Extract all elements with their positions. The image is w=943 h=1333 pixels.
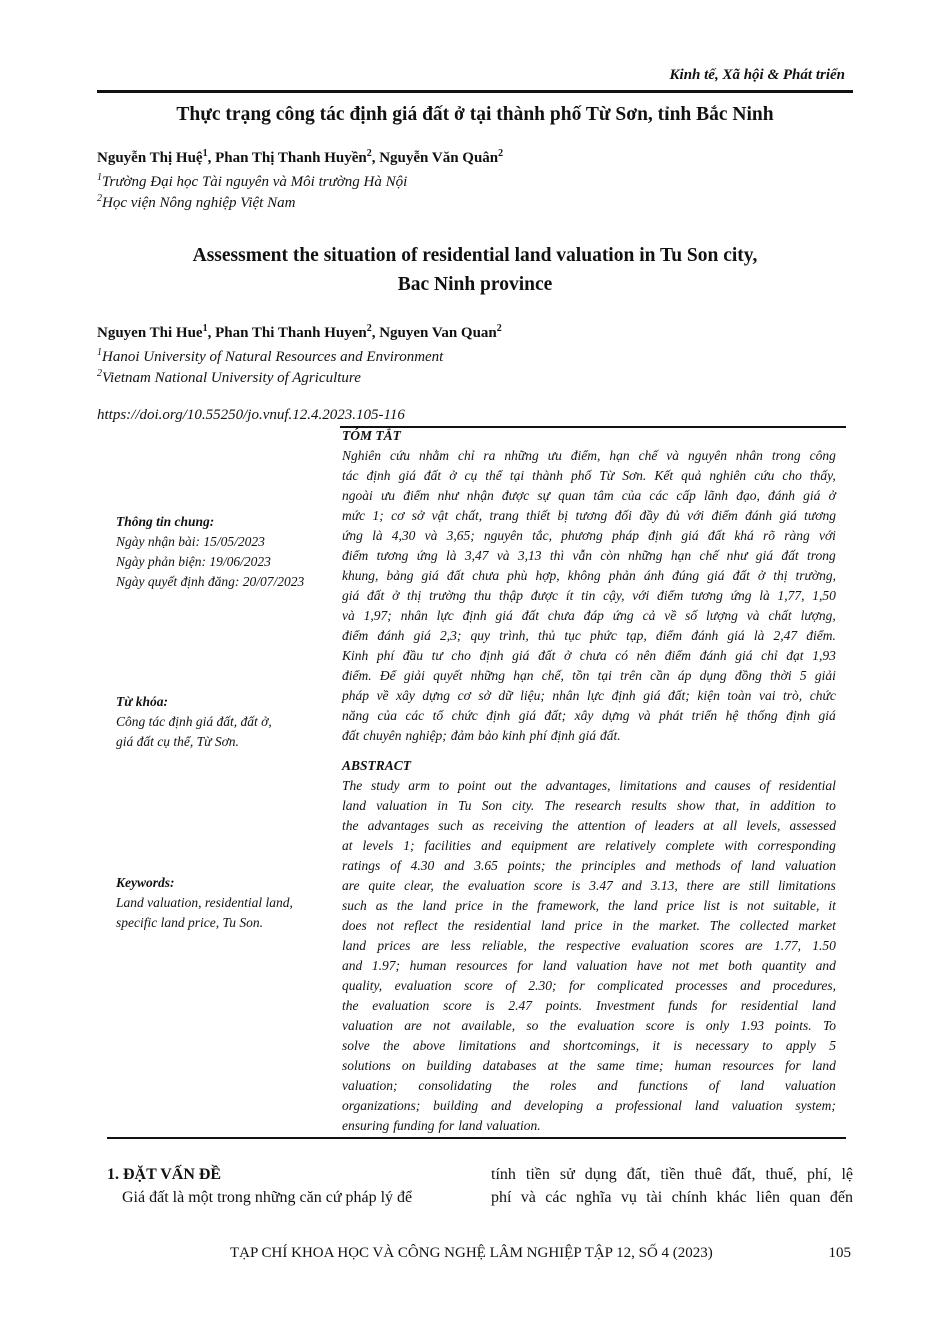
keywords-vi-line: Công tác định giá đất, đất ở, (116, 714, 272, 729)
abstract-line: land prices are less reliable, the respective evaluation scores are 1.77, 1.50 (342, 938, 836, 953)
abstract-line: mức 1; cơ sở vật chất, trang thiết bị tương đối đầy đủ với điểm đánh giá tương (342, 508, 836, 523)
author-name: Nguyen Thi Hue (97, 325, 203, 341)
keywords-en-heading: Keywords: (116, 875, 175, 890)
abstract-line: such as the land price in the framework, the land price list is not suitable, it (342, 898, 836, 913)
abstract-line: Kinh phí đầu tư cho định giá đất ở chưa có nên điểm đánh giá chỉ đạt 1,93 (342, 648, 836, 663)
keywords-en-line: specific land price, Tu Son. (116, 915, 263, 930)
title-en-line1: Assessment the situation of residential land valuation in Tu Son city, (192, 245, 758, 266)
abstract-line: và 1,97; nhân lực định giá đất chưa đáp ứng cả về số lượng và chất lượng, (342, 608, 836, 623)
abstract-line: giá đất ở thị trường thu thập được ít tin cậy, với điểm tương ứng là 1,77, 1,50 (342, 588, 836, 603)
abstract-line: khung, bảng giá đất chưa phù hợp, không phản ánh đúng giá đất ở thị trường, (342, 568, 836, 583)
abstract-line: and 1.97; human resources for land valuation have not met both quantity and (342, 958, 836, 973)
abstract-line: Nghiên cứu nhằm chỉ ra những ưu điểm, hạn chế và nguyên nhân trong công (342, 448, 836, 463)
reviewed-date: Ngày phản biện: 19/06/2023 (116, 554, 271, 569)
keywords-en (116, 873, 293, 933)
journal-footer: TẠP CHÍ KHOA HỌC VÀ CÔNG NGHỆ LÂM NGHIỆP TẬP 12, SỐ 4 (2023) (230, 1245, 713, 1261)
received-date: Ngày nhận bài: 15/05/2023 (116, 534, 265, 549)
abstract-line: the evaluation score is 2.47 points. Investment funds for residential land (342, 998, 836, 1013)
abstract-line: pháp về xây dựng cơ sở dữ liệu; nhân lực định giá đất; kiện toàn vai trò, chức (342, 688, 836, 703)
affiliation-vi-1 (97, 172, 407, 191)
authors-en: Nguyen Thi Hue$^1$, Phan Thi Thanh Huyen$^2$, Nguyen Van Quan$^2$ (97, 323, 502, 341)
aff-text: Hanoi University of Natural Resources and Environment (102, 349, 444, 365)
abstract-line: điểm đánh giá 2,3; quy trình, thủ tục phức tạp, điểm đánh giá là 2,47 điểm. (342, 628, 836, 643)
abstract-line: đất chuyên nghiệp; đảm bảo kinh phí định giá đất. (342, 728, 621, 743)
author-sup: 2 (498, 148, 504, 159)
author-sup: 2 (366, 148, 372, 159)
section-heading: 1. ĐẶT VẤN ĐỀ (107, 1166, 222, 1183)
author-name: Nguyễn Thị Huệ (97, 150, 203, 166)
aff-sup: 1 (97, 347, 102, 358)
body-text-right-2: phí và các nghĩa vụ tài chính khác liên quan đến (491, 1189, 853, 1206)
abstract-line: the advantages such as receiving the attention of leaders at all levels, assessed (342, 818, 836, 833)
abstract-line: ngoài ưu điểm như nhận được sự quan tâm của các cấp lãnh đạo, đánh giá ở (342, 488, 836, 503)
abstract-line: solve the above limitations and shortcomings, it is necessary to apply 5 (342, 1038, 836, 1053)
abstract-line: tác định giá đất ở cụ thể tại thành phố Từ Sơn. Kết quả nghiên cứu cho thấy, (342, 468, 836, 483)
author-name: Nguyen Van Quan (379, 325, 497, 341)
authors-vi: Nguyễn Thị Huệ$^1$, Phan Thị Thanh Huyền$^2$, Nguyễn Văn Quân$^2$ (97, 148, 504, 166)
author-sup: 1 (202, 323, 208, 334)
title-vi: Thực trạng công tác định giá đất ở tại thành phố Từ Sơn, tỉnh Bắc Ninh (176, 104, 774, 125)
body-text-right-1: tính tiền sử dụng đất, tiền thuê đất, thuế, phí, lệ (491, 1166, 853, 1183)
keywords-vi-line: giá đất cụ thể, Từ Sơn. (116, 734, 239, 749)
abstract-line: quality, evaluation score of 2.30; for complicated processes and procedures, (342, 978, 836, 993)
accepted-date: Ngày quyết định đăng: 20/07/2023 (116, 574, 305, 589)
abstract-line: land valuation in Tu Son city. The research results show that, in addition to (342, 798, 836, 813)
aff-text: Trường Đại học Tài nguyên và Môi trường Hà Nội (102, 174, 408, 190)
author-sup: 2 (366, 323, 372, 334)
header-rule (97, 90, 853, 93)
abstract-line: ứng là 4,30 và 3,65; nguyên tắc, phương pháp định giá đất khá rõ ràng với (342, 528, 836, 543)
abstract-line: does not reflect the residential land price in the market. The collected market (342, 918, 836, 933)
abstract-vi-heading: TÓM TẮT (342, 428, 401, 443)
abstract-bottom-rule (107, 1137, 846, 1139)
author-name: Phan Thi Thanh Huyen (215, 325, 367, 341)
info-heading: Thông tin chung: (116, 514, 215, 529)
abstract-line: ratings of 4.30 and 3.65 points; the principles and methods of land valuation (342, 858, 836, 873)
affiliation-vi-2 (97, 193, 295, 212)
keywords-vi-heading: Từ khóa: (116, 694, 168, 709)
abstract-en-heading: ABSTRACT (342, 758, 412, 773)
article-info (116, 512, 304, 592)
abstract-line: The study arm to point out the advantages, limitations and causes of residential (342, 778, 836, 793)
doi-link[interactable]: https://doi.org/10.55250/jo.vnuf.12.4.2023.105-116 (97, 407, 405, 423)
abstract-line: valuation are not available, so the evaluation score is only 1.93 points. To (342, 1018, 836, 1033)
body-text-left: Giá đất là một trong những căn cứ pháp lý để (122, 1189, 413, 1206)
author-name: Phan Thị Thanh Huyền (215, 150, 367, 166)
author-sup: 1 (202, 148, 208, 159)
abstract-line: valuation; consolidating the roles and functions of land valuation (342, 1078, 836, 1093)
aff-sup: 2 (97, 193, 102, 204)
abstract-line: điểm. Để giải quyết những hạn chế, tồn tại trên cần áp dụng đồng thời 5 giải (342, 668, 836, 683)
abstract-line: are quite clear, the evaluation score is 3.47 and 3.13, there are still limitations (342, 878, 836, 893)
author-name: Nguyễn Văn Quân (379, 150, 499, 166)
aff-text: Học viện Nông nghiệp Việt Nam (102, 195, 296, 211)
keywords-vi (116, 692, 272, 752)
abstract-vi (342, 426, 836, 746)
abstract-line: năng của các tổ chức định giá đất; xây dựng và phát triển hệ thống định giá (342, 708, 836, 723)
aff-text: Vietnam National University of Agriculture (102, 370, 361, 386)
abstract-line: organizations; building and developing a professional land valuation system; (342, 1098, 836, 1113)
affiliation-en-1 (97, 347, 443, 366)
running-header: Kinh tế, Xã hội & Phát triển (669, 67, 845, 83)
abstract-line: điểm tương ứng là 3,47 và 3,13 thì vẫn còn những hạn chế như giá đất trong (342, 548, 836, 563)
affiliation-en-2 (97, 368, 361, 387)
page-number: 105 (828, 1245, 851, 1261)
abstract-line: at levels 1; facilities and equipment are relatively complete with corresponding (342, 838, 836, 853)
abstract-line: solutions on building databases at the same time; human resources for land (342, 1058, 836, 1073)
aff-sup: 1 (97, 172, 102, 183)
author-sup: 2 (496, 323, 502, 334)
title-en-line2: Bac Ninh province (397, 274, 553, 295)
keywords-en-line: Land valuation, residential land, (116, 895, 293, 910)
aff-sup: 2 (97, 368, 102, 379)
abstract-en (342, 756, 836, 1136)
abstract-line: ensuring funding for land valuation. (342, 1118, 541, 1133)
